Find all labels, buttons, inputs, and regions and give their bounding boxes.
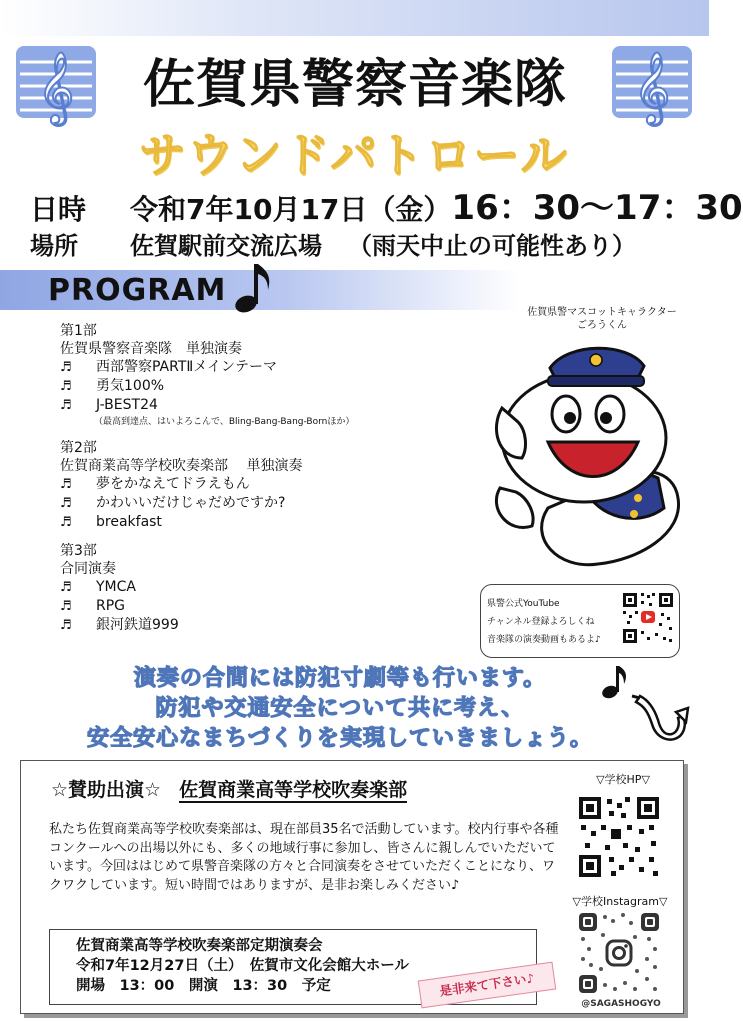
place-line xyxy=(30,230,636,262)
svg-text:𝄞: 𝄞 xyxy=(37,50,75,123)
instagram-handle: @SAGASHOGYO xyxy=(581,999,661,1009)
mascot-caption xyxy=(514,306,690,332)
message-block xyxy=(60,664,620,754)
song-item xyxy=(60,494,490,513)
song-item xyxy=(60,358,490,377)
music-note-icon: ♬ xyxy=(60,515,72,530)
youtube-text xyxy=(487,595,601,649)
time-text: 16：30〜17：30 xyxy=(451,188,743,228)
song-title: RPG xyxy=(96,598,126,614)
part-heading: 第3部 xyxy=(60,543,97,559)
music-note-icon: ♬ xyxy=(60,580,72,595)
song-item xyxy=(60,377,490,396)
program-part-2 xyxy=(60,439,490,532)
music-note-icon: ♬ xyxy=(60,379,72,394)
song-item xyxy=(60,475,490,494)
sponsor-name: 佐賀商業高等学校吹奏楽部 xyxy=(179,779,408,801)
sponsor-box xyxy=(20,760,684,1014)
song-item xyxy=(60,578,490,597)
music-note-icon: ♬ xyxy=(60,599,72,614)
program-list xyxy=(60,322,490,645)
part-heading: 第2部 xyxy=(60,440,97,456)
youtube-line3: 音楽隊の演奏動画もあるよ♪ xyxy=(487,635,601,645)
mascot-caption-line1: 佐賀県警マスコットキャラクター xyxy=(527,307,677,318)
program-part-1 xyxy=(60,322,490,429)
music-note-icon: ♬ xyxy=(60,360,72,375)
date-line xyxy=(30,186,743,230)
program-part-3 xyxy=(60,542,490,635)
song-title: 銀河鉄道999 xyxy=(96,617,179,633)
part-subtitle: 佐賀県警察音楽隊 単独演奏 xyxy=(60,341,242,357)
music-note-icon: ♬ xyxy=(60,496,72,511)
mascot-caption-line2: ごろうくん xyxy=(577,320,627,331)
music-note-icon: ♬ xyxy=(60,477,72,492)
school-hp-label: ▽学校HP▽ xyxy=(596,773,650,786)
treble-clef-icon xyxy=(610,44,694,123)
youtube-line2: チャンネル登録よろしくね xyxy=(487,617,595,627)
song-title: かわいいだけじゃだめですか? xyxy=(96,495,286,511)
message-line3: 安全安心なまちづくりを実現していきましょう。 xyxy=(87,726,593,751)
main-title: 佐賀県警察音楽隊 xyxy=(142,55,567,115)
music-note-icon: ♬ xyxy=(60,618,72,633)
youtube-line1: 県警公式YouTube xyxy=(487,599,560,609)
song-title: 夢をかなえてドラえもん xyxy=(96,476,250,492)
welcome-tag: 是非来て下さい♪ xyxy=(418,962,557,1009)
saxophone-icon xyxy=(596,662,692,752)
song-title: 勇気100% xyxy=(96,378,165,394)
program-heading: PROGRAM xyxy=(48,273,227,308)
message-line1: 演奏の合間には防犯寸劇等も行います。 xyxy=(133,666,547,691)
part-subtitle: 佐賀商業高等学校吹奏楽部 単独演奏 xyxy=(60,458,303,474)
concert-times: 開場 13：00 開演 13：30 予定 xyxy=(76,978,331,994)
subtitle: サウンドパトロール xyxy=(139,128,569,182)
song-item xyxy=(60,616,490,635)
song-title: breakfast xyxy=(96,514,162,530)
song-item xyxy=(60,513,490,532)
mascot-character xyxy=(488,338,692,574)
concert-date-venue: 令和7年12月27日（土） 佐賀市文化会館大ホール xyxy=(76,958,409,974)
place-text: 佐賀駅前交流広場 xyxy=(130,232,322,260)
sponsor-description: 私たち佐賀商業高等学校吹奏楽部は、現在部員35名で活動しています。校内行事や各種コンクールへの出場以外にも、多くの地域行事に参加し、皆さんに親しんでいただいています。今回ははじめて県警音楽隊の方々と合同演奏をさせていただくことになり、ワクワクしています。短い時間ではありますが、是非お楽しみください♪ xyxy=(49,822,559,893)
song-item xyxy=(60,597,490,616)
music-note-icon: ♬ xyxy=(60,398,72,413)
message-line2: 防犯や交通安全について共に考え、 xyxy=(155,696,525,721)
date-text: 令和7年10月17日（金） xyxy=(130,193,452,226)
youtube-bubble xyxy=(480,584,680,658)
song-title: 西部警察PARTⅡメインテーマ xyxy=(96,359,277,375)
place-label: 場所 xyxy=(30,232,78,260)
school-instagram-qr-code[interactable] xyxy=(577,911,661,995)
svg-text:𝄞: 𝄞 xyxy=(633,50,671,123)
song-title: J-BEST24 xyxy=(96,397,158,413)
date-label: 日時 xyxy=(30,193,87,226)
sponsor-title xyxy=(51,777,407,803)
sponsor-label: ☆賛助出演☆ xyxy=(51,779,162,801)
treble-clef-icon xyxy=(14,44,98,123)
eighth-note-icon xyxy=(232,258,276,316)
song-title: YMCA xyxy=(96,579,136,595)
song-note: （最高到達点、はいよろこんで、Bling-Bang-Bang-Bornほか） xyxy=(94,417,355,427)
part-heading: 第1部 xyxy=(60,323,97,339)
school-hp-qr-code[interactable] xyxy=(577,795,661,879)
school-instagram-label: ▽学校Instagram▽ xyxy=(572,895,668,908)
concert-title: 佐賀商業高等学校吹奏楽部定期演奏会 xyxy=(76,938,323,954)
top-gradient-band xyxy=(0,0,709,36)
youtube-qr-code[interactable] xyxy=(621,591,675,645)
song-item xyxy=(60,396,490,415)
part-subtitle: 合同演奏 xyxy=(60,561,116,577)
rain-note: （雨天中止の可能性あり） xyxy=(348,232,636,260)
